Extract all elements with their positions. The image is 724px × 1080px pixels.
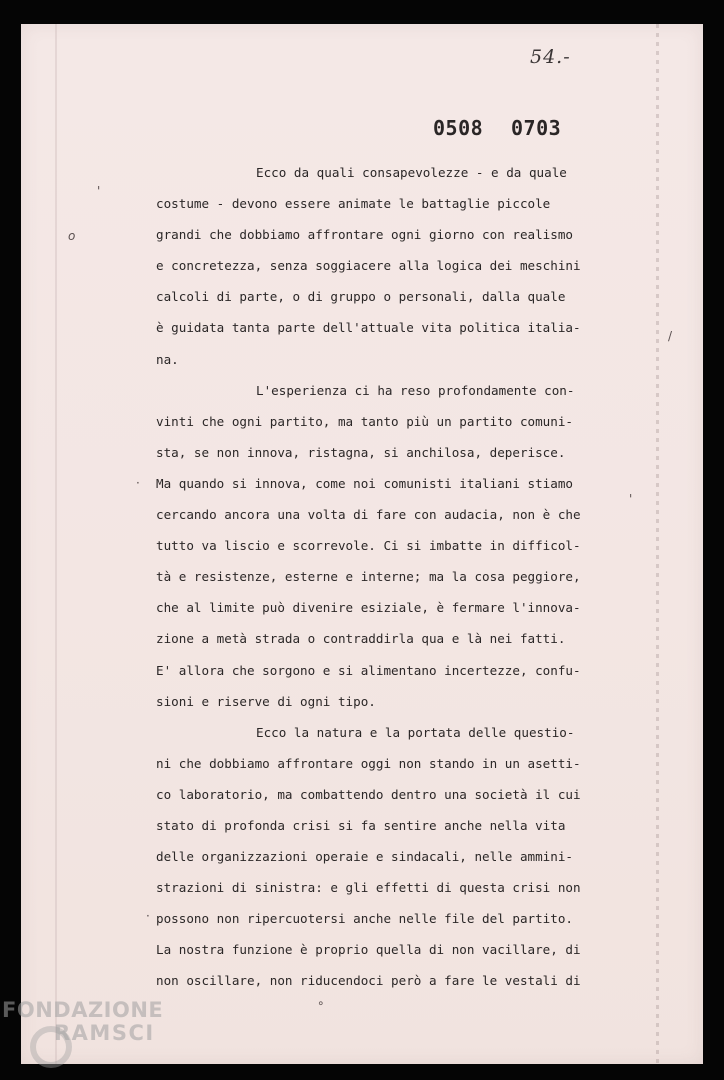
body-line: Ecco da quali consapevolezze - e da quale: [256, 165, 567, 180]
body-line: Ecco la natura e la portata delle questio-: [256, 724, 575, 740]
stray-mark: ': [629, 492, 633, 506]
stray-mark: /: [668, 329, 673, 343]
typed-body-text: [156, 157, 581, 997]
body-line: L'esperienza ci ha reso profondamente con-: [256, 382, 575, 398]
body-line: non oscillare, non riducendoci però a fare le vestali di: [156, 973, 581, 989]
archive-code-second: 0703: [511, 116, 562, 140]
body-line: sta, se non innova, ristagna, si anchilosa, deperisce.: [156, 444, 566, 460]
body-line: delle organizzazioni operaie e sindacali, nelle ammini-: [156, 849, 574, 865]
body-line: tutto va liscio e scorrevole. Ci si imbatte in difficol-: [156, 538, 581, 554]
stray-mark: ∘: [317, 996, 325, 1010]
body-line: che al limite può divenire esiziale, è fermare l'innova-: [156, 600, 581, 616]
body-line: co laboratorio, ma combattendo dentro una società il cui: [156, 786, 581, 802]
document-page: [21, 24, 703, 1064]
body-line: Ma quando si innova, come noi comunisti italiani stiamo: [156, 475, 574, 491]
watermark-line-2: RAMSCI: [54, 1021, 155, 1045]
body-line: ni che dobbiamo affrontare oggi non stando in un asetti-: [156, 755, 581, 771]
body-line: stato di profonda crisi si fa sentire anche nella vita: [156, 817, 566, 833]
handwritten-page-number: 54.-: [530, 46, 571, 68]
body-line: costume - devono essere animate le battaglie piccole: [156, 196, 551, 212]
body-line: na.: [156, 351, 179, 367]
body-line: grandi che dobbiamo affrontare ogni giorno con realismo: [156, 227, 574, 243]
page-right-edge-marks: [656, 24, 659, 1064]
body-line: e concretezza, senza soggiacere alla logica dei meschini: [156, 258, 581, 274]
body-line: sioni e riserve di ogni tipo.: [156, 693, 376, 709]
stray-mark: ·: [136, 476, 140, 490]
body-line: zione a metà strada o contraddirla qua e là nei fatti.: [156, 631, 566, 647]
body-line: calcoli di parte, o di gruppo o personali, dalla quale: [156, 289, 566, 305]
fondazione-gramsci-watermark: [2, 1000, 163, 1044]
body-line: La nostra funzione è proprio quella di non vacillare, di: [156, 942, 581, 958]
archive-code-first: 0508: [433, 116, 484, 140]
body-line: è guidata tanta parte dell'attuale vita politica italia-: [156, 320, 581, 336]
body-line: tà e resistenze, esterne e interne; ma la cosa peggiore,: [156, 569, 581, 585]
stray-mark: ·: [146, 909, 150, 923]
body-line: cercando ancora una volta di fare con audacia, non è che: [156, 507, 581, 523]
body-line: possono non ripercuotersi anche nelle file del partito.: [156, 911, 574, 927]
body-line: strazioni di sinistra: e gli effetti di questa crisi non: [156, 880, 581, 896]
body-line: E' allora che sorgono e si alimentano incertezze, confu-: [156, 662, 581, 678]
body-line: vinti che ogni partito, ma tanto più un partito comuni-: [156, 413, 574, 429]
stray-mark: ': [97, 184, 101, 198]
watermark-line-1: FONDAZIONE: [2, 998, 164, 1022]
stray-mark: o: [68, 229, 76, 243]
page-fold-line: [55, 24, 57, 1064]
